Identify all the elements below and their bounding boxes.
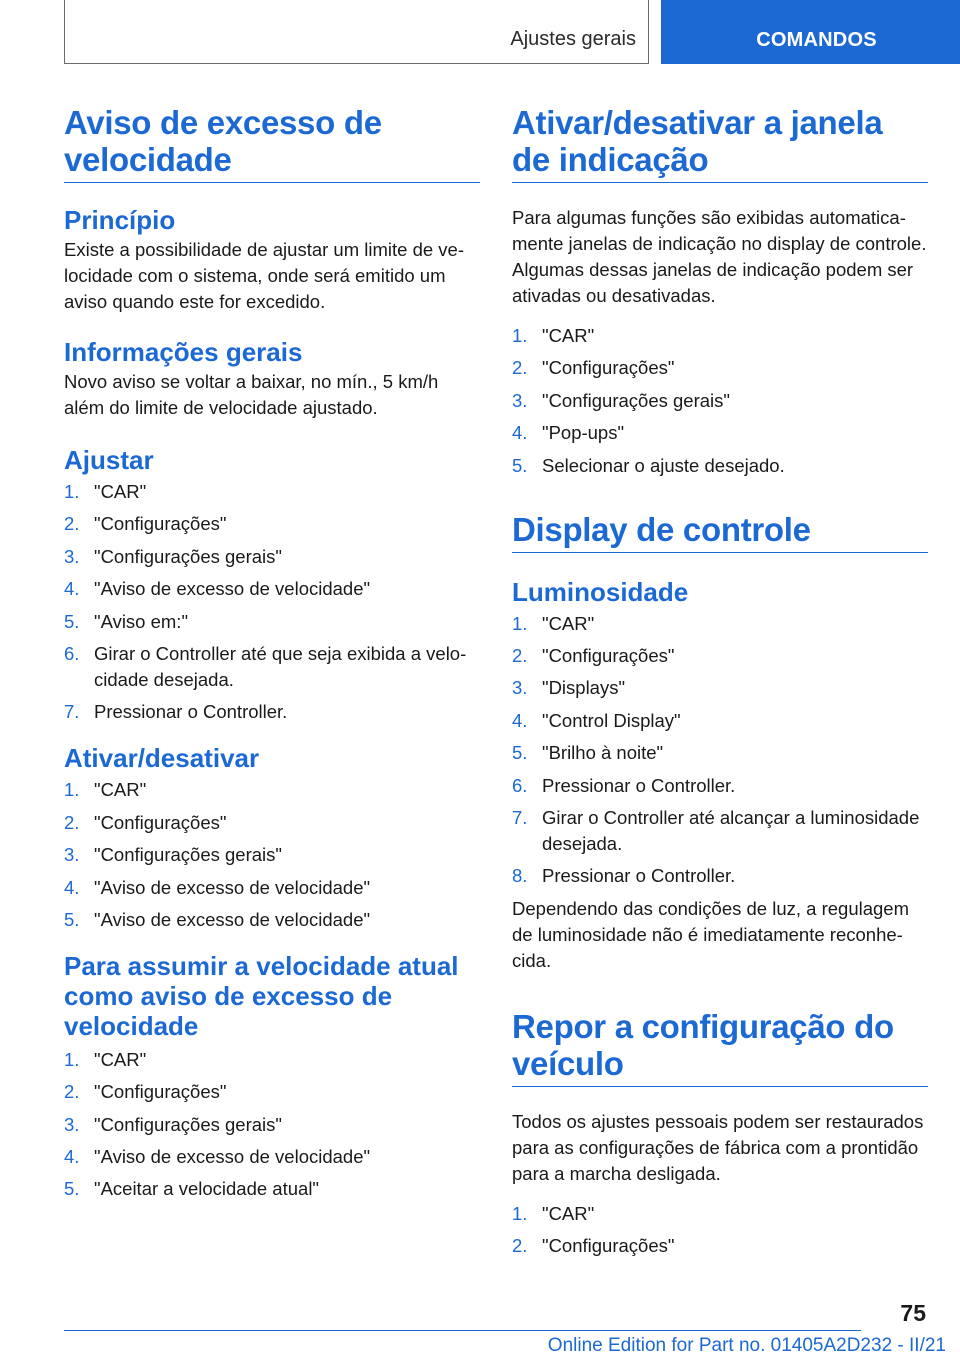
- chapter-tab: [661, 0, 960, 64]
- list-item: 6. Pressionar o Controller.: [512, 774, 736, 796]
- heading-principio: Princípio: [64, 205, 176, 235]
- list-item: 5. "Aviso de excesso de velocidade": [64, 908, 371, 930]
- list-item: 4. "Aviso de excesso de velocidade": [64, 578, 371, 600]
- list-item: 7. Girar o Controller até alcançar a luminosidade desejada.: [512, 806, 920, 854]
- heading-repor-configuracao: Repor a configuração do veículo: [512, 1008, 928, 1087]
- heading-display-controle: Display de controle: [512, 511, 928, 553]
- list-item: 5. "Brilho à noite": [512, 742, 664, 764]
- list-item: 4. "Pop-ups": [512, 422, 625, 444]
- heading-aviso-excesso: Aviso de excesso de velocidade: [64, 104, 480, 183]
- list-item: 2. "Configurações": [64, 1081, 227, 1103]
- heading-luminosidade: Luminosidade: [512, 576, 689, 607]
- heading-informacoes: Informações gerais: [64, 337, 303, 367]
- list-item: 2. "Configurações": [512, 1235, 675, 1257]
- list-item: 1. "CAR": [512, 1202, 595, 1224]
- list-ativar: [64, 777, 480, 933]
- list-item: 1. "CAR": [512, 325, 595, 346]
- text-informacoes: Novo aviso se voltar a baixar, no mín., 5 km/h além do limite de velocidade ajustado.: [64, 371, 439, 418]
- list-ajustar: [64, 479, 480, 725]
- list-item: 6. Girar o Controller até que seja exibida a velocidade desejada.: [64, 642, 467, 690]
- footer-edition: Online Edition for Part no. 01405A2D232 - II/21: [547, 1335, 946, 1356]
- page-number: 75: [900, 1300, 926, 1326]
- text-principio: Existe a possibilidade de ajustar um limite de velocidade com o sistema, onde será emitido um aviso quando este for excedido.: [64, 239, 465, 312]
- list-item: 8. Pressionar o Controller.: [512, 865, 736, 887]
- list-item: 4. "Aviso de excesso de velocidade": [64, 876, 371, 898]
- list-repor: [512, 1201, 928, 1259]
- list-item: 2. "Configurações": [64, 811, 227, 833]
- text-repor: Todos os ajustes pessoais podem ser restaurados para as configurações de fábrica com a prontidão para a marcha desligada.: [512, 1110, 924, 1184]
- list-item: 4. "Control Display": [512, 709, 681, 731]
- list-item: 3. "Configurações gerais": [512, 389, 730, 411]
- list-item: 3. "Displays": [512, 677, 626, 699]
- list-item: 2. "Configurações": [512, 644, 675, 666]
- right-column: [512, 104, 928, 1265]
- list-item: 3. "Configurações gerais": [64, 545, 282, 567]
- list-assumir: [64, 1047, 480, 1203]
- list-item: 7. Pressionar o Controller.: [64, 701, 288, 723]
- list-item: 1. "CAR": [64, 779, 147, 801]
- list-item: 2. "Configurações": [64, 513, 227, 535]
- list-item: 4. "Aviso de excesso de velocidade": [64, 1146, 371, 1168]
- heading-janela-indicacao: Ativar/desativar a janela de indicação: [512, 104, 928, 183]
- list-item: 5. "Aceitar a velocidade atual": [64, 1178, 319, 1200]
- text-luminosidade: Dependendo das condições de luz, a regulagem de luminosidade não é imediatamente reconhecida.: [512, 897, 910, 971]
- list-item: 5. "Aviso em:": [64, 610, 189, 632]
- list-item: 1. "CAR": [512, 612, 595, 634]
- header-box: [64, 0, 649, 64]
- section-title: Ajustes gerais: [510, 28, 636, 50]
- text-janela-indicacao: Para algumas funções são exibidas automaticamente janelas de indicação no display de controle. Algumas dessas janelas de indicação podem ser ativadas ou desativadas.: [512, 207, 927, 306]
- list-item: 1. "CAR": [64, 481, 147, 502]
- list-luminosidade: [512, 611, 928, 890]
- heading-ativar-desativar: Ativar/desativar: [64, 743, 260, 774]
- list-item: 1. "CAR": [64, 1048, 147, 1070]
- list-item: 3. "Configurações gerais": [64, 1113, 282, 1135]
- heading-ajustar: Ajustar: [64, 445, 154, 475]
- left-column: [64, 104, 480, 1209]
- heading-assumir-velocidade: Para assumir a velocidade atual como aviso de excesso de velocidade: [64, 950, 459, 1041]
- chapter-tab-label: COMANDOS: [756, 29, 877, 51]
- list-janela: [512, 323, 928, 479]
- list-item: 5. Selecionar o ajuste desejado.: [512, 454, 785, 476]
- list-item: 3. "Configurações gerais": [64, 844, 282, 866]
- list-item: 2. "Configurações": [512, 357, 675, 379]
- footer-divider: [64, 1330, 861, 1331]
